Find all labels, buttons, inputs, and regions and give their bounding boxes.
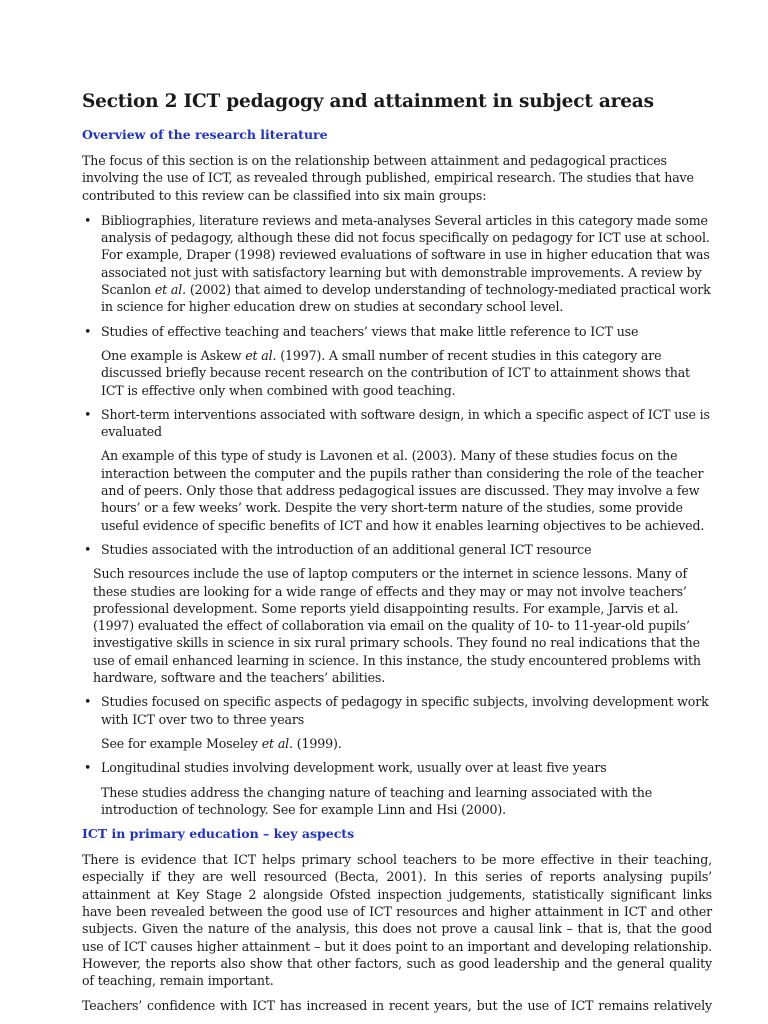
etal-text: et al. (154, 282, 186, 298)
sub-text: One example is Askew (101, 347, 246, 363)
bullet-item-specific-pedagogy (82, 693, 712, 728)
sub-text-cont: (1999). (292, 735, 342, 751)
bullet-icon: • (84, 323, 92, 339)
primary-paragraph-2: Teachers’ confidence with ICT has increased in recent years, but the use of ICT remains relatively (82, 998, 712, 1014)
bullet-subparagraph: Such resources include the use of laptop computers or the internet in science lessons. Many of these studies are looking for a wide range of effects and they may or may not involve teachers’ professional development. Some reports yield disappointing results. For example, Jarvis et al. (1997) evaluated the effect of collaboration via email on the quality of 10- to 11-year-old pupils’ investigative skills in science in six rural primary schools. They found no real indications that the use of email enhanced learning in science. In this instance, the study encountered problems with hardware, software and the teachers’ abilities. (93, 566, 701, 686)
heading-overview: Overview of the research literature (82, 127, 328, 142)
bullet-icon: • (84, 694, 92, 710)
sub-text: See for example Moseley (101, 735, 262, 751)
bullet-item-literature-reviews (82, 212, 712, 316)
document-page (82, 90, 712, 1023)
bullet-item-effective-teaching (82, 323, 712, 340)
bullet-text: Studies associated with the introduction of an additional general ICT resource (101, 541, 592, 557)
bullet-item-longitudinal (82, 759, 712, 776)
bullet-subparagraph (82, 347, 712, 399)
bullet-item-ict-resource (82, 541, 712, 558)
bullet-text: Short-term interventions associated with software design, in which a specific aspect of ICT use is evaluated (101, 406, 710, 440)
bullet-icon: • (84, 212, 92, 228)
bullet-text-cont: (2002) that aimed to develop understanding of technology-mediated practical work in science for higher education drew on studies at secondary school level. (101, 282, 711, 315)
bullet-text: Bibliographies, literature reviews and meta-analyses Several articles in this category made some analysis of pedagogy, although these did not focus specifically on pedagogy for ICT use at school. For example, Draper (1998) reviewed evaluations of software in use in higher education that was associated not just with satisfactory learning but with demonstrable improvements. A review by Scanlon (101, 212, 710, 298)
bullet-icon: • (84, 406, 92, 422)
etal-text: et al. (261, 735, 293, 751)
intro-paragraph: The focus of this section is on the relationship between attainment and pedagogical practices involving the use of ICT, as revealed through published, empirical research. The studies that have contributed to this review can be classified into six main groups: (82, 153, 694, 203)
bullet-subparagraph: An example of this type of study is Lavonen et al. (2003). Many of these studies focus on the interaction between the computer and the pupils rather than considering the role of the teacher and of peers. Only those that address pedagogical issues are discussed. They may involve a few hours’ or a few weeks’ work. Despite the very short-term nature of the studies, some provide useful evidence of specific benefits of ICT and how it enables learning objectives to be achieved. (101, 448, 705, 533)
bullet-text: Studies focused on specific aspects of pedagogy in specific subjects, involving development work with ICT over two to three years (101, 694, 709, 727)
bullet-icon: • (84, 541, 92, 557)
bullet-text: Longitudinal studies involving development work, usually over at least five years (101, 760, 607, 776)
etal-text: et al. (245, 347, 277, 363)
bullet-text: Studies of effective teaching and teachers’ views that make little reference to ICT use (101, 323, 639, 339)
bullet-icon: • (84, 760, 92, 776)
heading-primary-education: ICT in primary education – key aspects (82, 826, 355, 842)
bullet-subparagraph (82, 735, 712, 752)
bullet-subparagraph: These studies address the changing nature of teaching and learning associated with the introduction of technology. See for example Linn and Hsi (2000). (101, 784, 653, 817)
bullet-item-short-term-interventions (82, 406, 712, 441)
section-title: Section 2 ICT pedagogy and attainment in subject areas (82, 91, 654, 112)
sub-text-cont: (1997). A small number of recent studies in this category are discussed briefly because recent research on the contribution of ICT to attainment shows that ICT is effective only when combined with good teaching. (101, 347, 690, 398)
primary-paragraph-1: There is evidence that ICT helps primary school teachers to be more effective in their teaching, especially if they are well resourced (Becta, 2001). In this series of reports analysing pupils’ attainment at Key Stage 2 alongside Ofsted inspection judgements, statistically significant links have been revealed between the good use of ICT resources and higher attainment in ICT and other subjects. Given the nature of the analysis, this does not prove a causal link – that is, that the good use of ICT causes higher attainment – but it does point to an important and developing relationship. However, the reports also show that other factors, such as good leadership and the general quality of teaching, remain important. (82, 852, 712, 989)
